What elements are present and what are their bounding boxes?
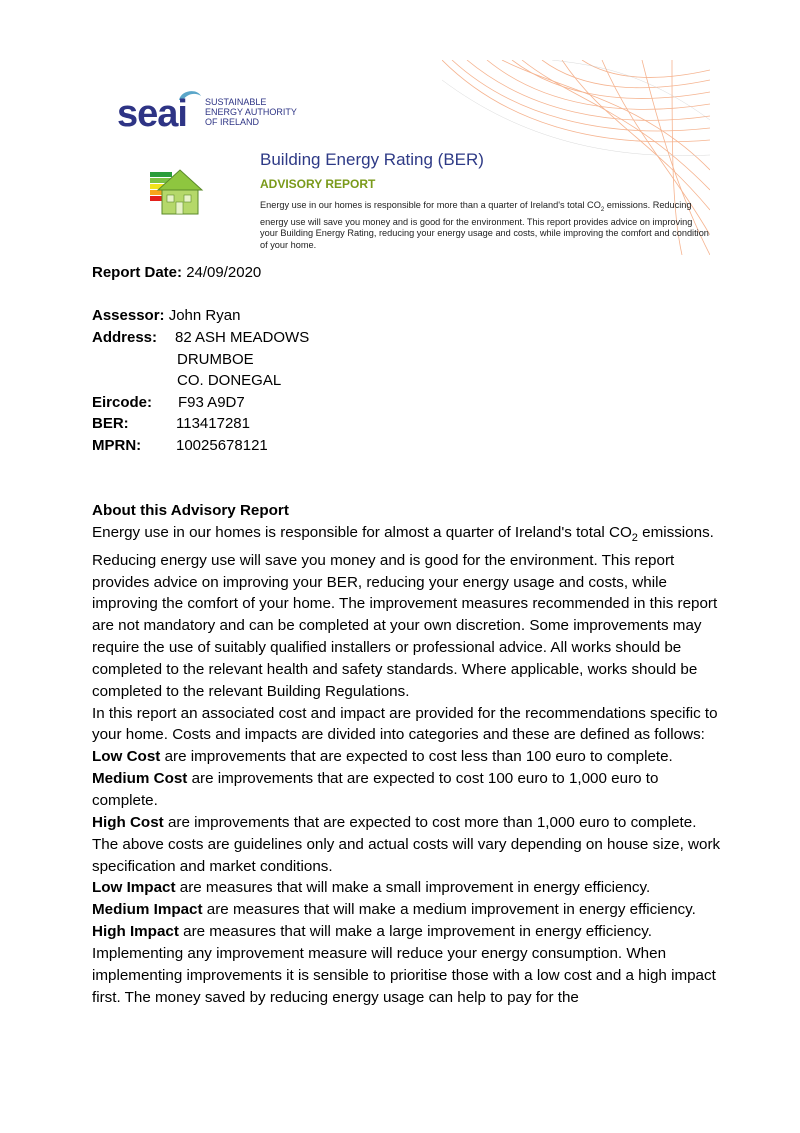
report-date: Report Date: 24/09/2020	[92, 264, 262, 281]
mprn-value: 10025678121	[176, 437, 268, 454]
high-cost-def: High Cost are improvements that are expected to cost more than 1,000 euro to complete.	[92, 813, 697, 831]
report-title: Building Energy Rating (BER)	[260, 150, 484, 169]
categories-intro: In this report an associated cost and impact are provided for the recommendations specific to your home. Costs and impacts are divided into categories and these are defined as follows:	[92, 704, 718, 744]
high-impact-def: High Impact are measures that will make a large improvement in energy efficiency.	[92, 923, 652, 941]
about-heading: About this Advisory Report	[92, 502, 289, 519]
medium-impact-def: Medium Impact are measures that will make a medium improvement in energy efficiency.	[92, 901, 696, 919]
about-section	[92, 500, 722, 1008]
eircode-value: F93 A9D7	[178, 394, 245, 411]
ber-label: BER:	[92, 415, 129, 432]
costs-note: The above costs are guidelines only and actual costs will vary depending on house size, work specification and market conditions.	[92, 835, 721, 875]
low-cost-def: Low Cost are improvements that are expected to cost less than 100 euro to complete.	[92, 748, 673, 766]
mprn-label: MPRN:	[92, 437, 142, 454]
house-energy-icon	[146, 162, 204, 218]
eircode-label: Eircode:	[92, 394, 153, 411]
address-line: CO. DONEGAL	[177, 372, 282, 389]
low-impact-def: Low Impact are measures that will make a small improvement in energy efficiency.	[92, 879, 651, 897]
address-label: Address:	[92, 329, 158, 346]
address-line: 82 ASH MEADOWS	[175, 329, 310, 346]
header-intro: Energy use in our homes is responsible for more than a quarter of Ireland's total $CO_2$ emissions. Reducing energy use will save you money and is good for the environment. This report provides advice on improving your Building Energy Rating, reducing your energy usage and costs, while improving the comfort and condition of your home.	[260, 200, 709, 251]
closing-paragraph: Implementing any improvement measure will reduce your energy consumption. When implementing improvements it is sensible to prioritise those with a low cost and a high impact first. The money saved by reducing energy usage can help to pay for the	[92, 944, 716, 1006]
logo-word: seai	[117, 93, 187, 130]
seai-logo	[117, 86, 202, 130]
address-line: DRUMBOE	[177, 351, 254, 368]
logo-tagline: SUSTAINABLE ENERGY AUTHORITY OF IRELAND	[205, 97, 297, 127]
ber-value: 113417281	[176, 415, 250, 432]
about-paragraph: Energy use in our homes is responsible for almost a quarter of Ireland's total $CO_2$ emissions. Reducing energy use will save you money and is good for the environment. This report provides advice on improving your BER, reducing your energy usage and costs, while improving the comfort of your home. The improvement measures recommended in this report are not mandatory and can be completed at your own discretion. Some improvements may require the use of suitably qualified installers or professional advice. All works should be completed to the relevant health and safety standards. Where applicable, works should be completed to the relevant Building Regulations.	[92, 523, 718, 700]
medium-cost-def: Medium Cost are improvements that are expected to cost 100 euro to 1,000 euro to complete.	[92, 770, 659, 809]
assessor-row: Assessor: John Ryan	[92, 307, 241, 324]
report-subtitle: ADVISORY REPORT	[260, 177, 376, 191]
